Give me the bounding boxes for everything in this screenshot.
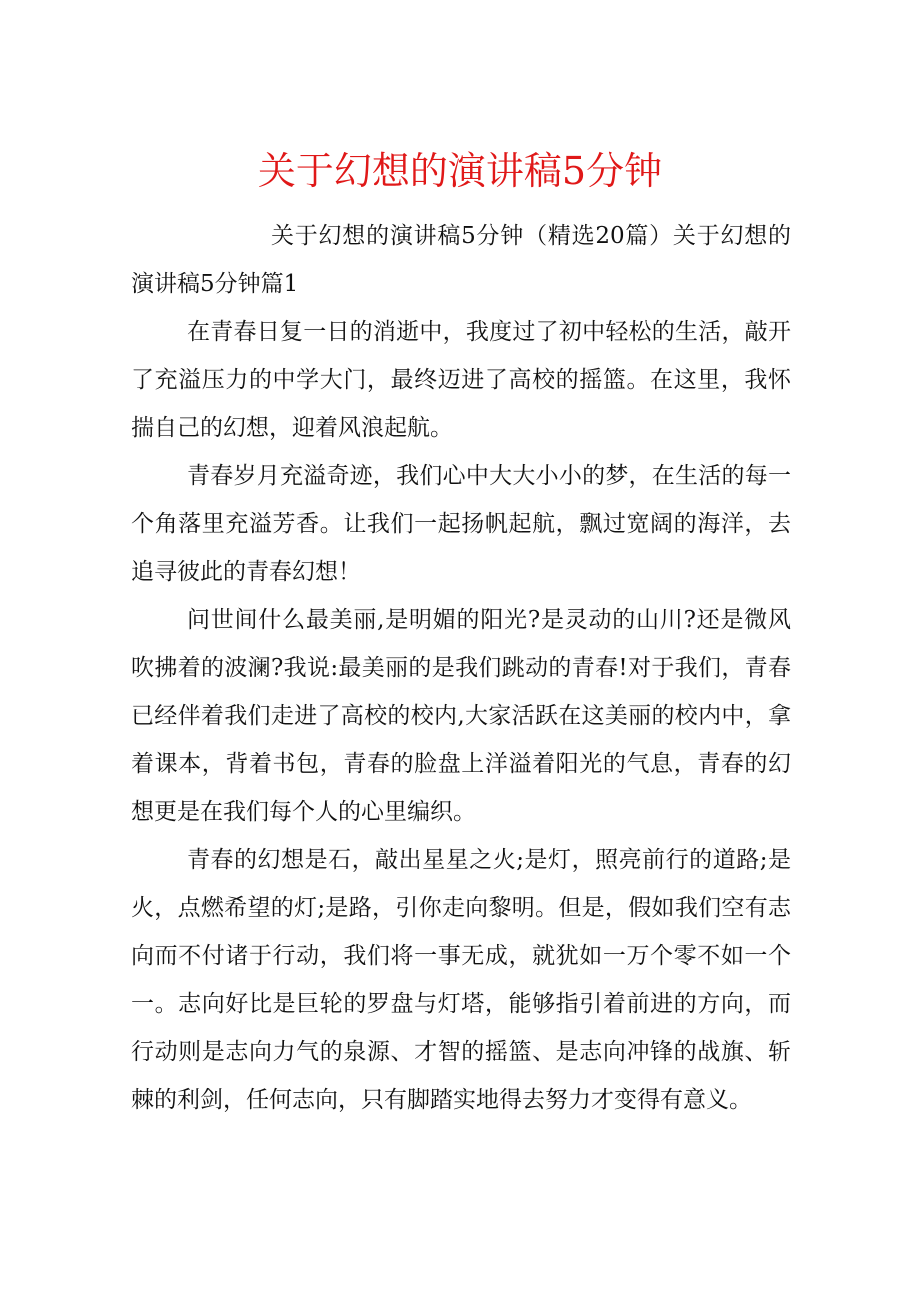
- document-title: 关于幻想的演讲稿5分钟: [257, 149, 663, 193]
- paragraph-3: 问世间什么最美丽,是明媚的阳光?是灵动的山川?还是微风吹拂着的波澜?我说:最美丽的是我们跳动的青春!对于我们，青春已经伴着我们走进了高校的校内,大家活跃在这美丽的校内中，拿着课本，背着书包，青春的脸盘上洋溢着阳光的气息，青春的幻想更是在我们每个人的心里编织。: [131, 607, 791, 825]
- document-subtitle: 关于幻想的演讲稿5分钟（精选20篇）关于幻想的演讲稿5分钟篇1: [131, 223, 791, 297]
- paragraph-2: 青春岁月充溢奇迹，我们心中大大小小的梦，在生活的每一个角落里充溢芳香。让我们一起扬帆起航，飘过宽阔的海洋，去追寻彼此的青春幻想！: [131, 463, 791, 585]
- paragraph-1: 在青春日复一日的消逝中，我度过了初中轻松的生活，敲开了充溢压力的中学大门，最终迈进了高校的摇篮。在这里，我怀揣自己的幻想，迎着风浪起航。: [131, 319, 791, 441]
- paragraph-4: 青春的幻想是石，敲出星星之火;是灯，照亮前行的道路;是火，点燃希望的灯;是路，引你走向黎明。但是，假如我们空有志向而不付诸于行动，我们将一事无成，就犹如一万个零不如一个一。志向好比是巨轮的罗盘与灯塔，能够指引着前进的方向，而行动则是志向力气的泉源、才智的摇篮、是志向冲锋的战旗、斩棘的利剑，任何志向，只有脚踏实地得去努力才变得有意义。: [131, 847, 791, 1113]
- document-body: [131, 212, 791, 1124]
